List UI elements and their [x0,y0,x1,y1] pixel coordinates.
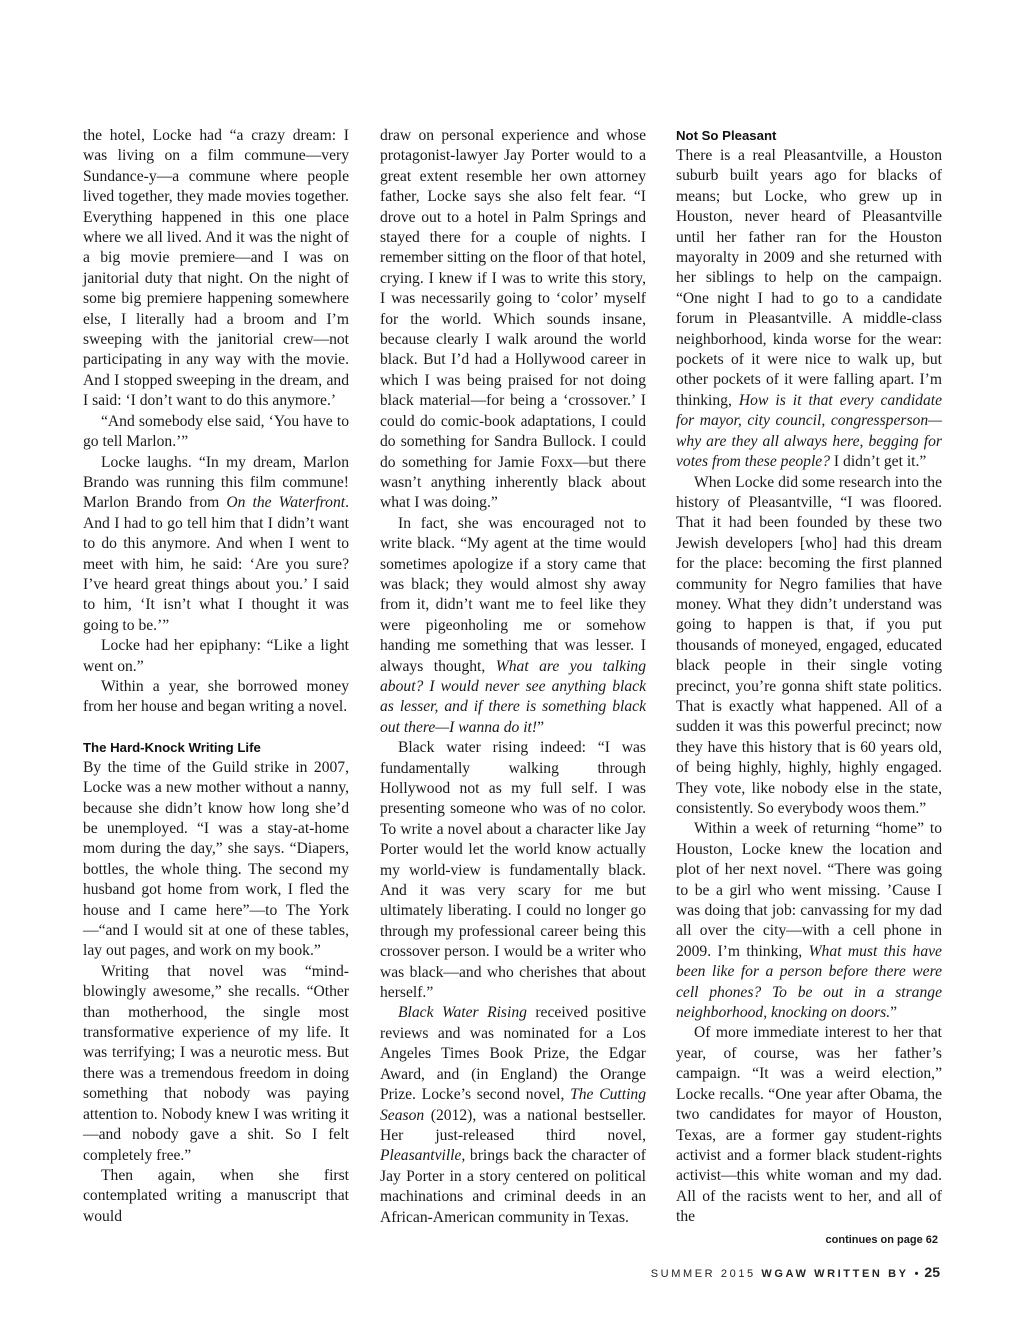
paragraph: Within a year, she borrowed money from her house and began writing a novel. [83,677,349,716]
italic-thought: What must this have been like for a person before there were cell phones? To be out in a strange neighborhood, knocking on doors. [676,942,942,1022]
paragraph: Black water rising indeed: “I was fundamentally walking through Hollywood not as my full self. I was presenting someone who was of no color. To write a novel about a character like Jay Porter would let the world know actually my world-view is fundamentally black. And it was very scary for me but ultimately liberating. I could no longer go through my professional career being this crossover person. I would be a writer who was black—and who cherishes that about herself.” [380,739,646,1002]
continues-on-page-link[interactable]: continues on page 62 [825,1233,938,1246]
page-number: 25 [924,1264,940,1280]
paragraph: Locke laughs. “In my dream, Marlon Brando was running this film commune! Marlon Brando from On the Waterfront. And I had to go tell him that I didn’t want to do this anymore. And when I went to meet with him, he said: ‘Are you sure? I’ve heard great things about you.’ I said to him, ‘It isn’t what I thought it was going to be.’” [83,453,349,634]
paragraph: Locke had her epiphany: “Like a light went on.” [83,637,349,675]
bullet-separator: • [914,1268,919,1280]
paragraph: In fact, she was encouraged not to write black. “My agent at the time would sometimes apologize if a story came that was black; they would almost shy away from it, didn’t want me to feel like they were pigeonholing me or somehow handing me something that was lesser. I always thought, What are you talking about? I would never see anything black as lesser, and if there is something black out there—I wanna do it!” [380,514,646,736]
paragraph: the hotel, Locke had “a crazy dream: I was living on a film commune—very Sundance-y—a commune where people lived together, they made movies together. Everything happened in this one place where we all lived. And it was the night of a big movie premiere—and I was on janitorial duty that night. On the night of some big premiere happening somewhere else, I literally had a broom and I’m sweeping with the janitorial crew—not participating in any way with the movie. And I stopped sweeping in the dream, and I said: ‘I don’t want to do this anymore.’ [83,127,349,410]
book-title: Black Water Rising [398,1004,527,1022]
paragraph: Black Water Rising received positive reviews and was nominated for a Los Angeles Times Book Prize, the Edgar Award, and (in England) the Orange Prize. Locke’s second novel, The Cutting Season (2012), was a national bestseller. Her just-released third novel, Pleasantville, brings back the character of Jay Porter in a story centered on political machinations and criminal deeds in an African-American community in Texas. [380,1004,646,1226]
paragraph: By the time of the Guild strike in 2007, Locke was a new mother without a nanny, because she didn’t know how long she’d be unemployed. “I was a stay-at-home mom during the day,” she says. “Diapers, bottles, the whole thing. The second my husband got home from work, I fled the house and I came here”—to The York—“and I would sit at one of these tables, lay out pages, and work on my book.” [83,758,349,960]
magazine-name: WGAW WRITTEN BY [761,1268,909,1280]
paragraph: There is a real Pleasantville, a Houston suburb built years ago for blacks of means; but Locke, who grew up in Houston, never heard of Pleasantville until her father ran for the Houston mayoralty in 2009 and she returned with her siblings to help on the campaign. “One night I had to go to a candidate forum in Pleasantville. A middle-class neighborhood, kinda worse for the wear: pockets of it were nice to walk up, but other pockets of it were falling apart. I’m thinking, How is it that every candidate for mayor, city council, congressperson—why are they all always here, begging for votes from these people? I didn’t get it.” [676,147,943,471]
section-heading: The Hard-Knock Writing Life [83,739,261,755]
paragraph: draw on personal experience and whose protagonist-lawyer Jay Porter would to a great extent resemble her own attorney father, Locke says she also felt fear. “I drove out to a hotel in Palm Springs and stayed there for a couple of nights. I remember sitting on the floor of that hotel, crying. I knew if I was to write this story, I was necessarily going to ‘color’ myself for the world. Which sounds insane, because clearly I walk around the world black. But I’d had a Hollywood career in which I was being praised for not doing black material—for being a ‘crossover.’ I could do comic-book adaptations, I could do something for Sandra Bullock. I could do something for Jamie Foxx—but there wasn’t anything inherently black about what I was doing.” [380,127,646,512]
italic-thought: How is it that every candidate for mayor, city council, congressperson—why are they all always here, begging for votes from these people? [676,391,943,471]
film-title: On the Waterfront [226,494,346,512]
book-title: Pleasantville, [380,1147,466,1165]
column-right [676,126,942,1249]
italic-thought: What are you talking about? I would never see anything black as lesser, and if there is something black out there—I wanna do it! [380,657,646,736]
column-left [83,126,349,1227]
book-title: The Cutting Season [380,1086,646,1124]
paragraph: Writing that novel was “mind-blowingly awesome,” she recalls. “Other than motherhood, the single most transformative experience of my life. It was terrifying; I was a neurotic mess. But there was a tremendous freedom in doing something that nobody was paying attention to. Nobody knew I was writing it—and nobody gave a shit. So I felt completely free.” [83,962,349,1164]
paragraph: “And somebody else said, ‘You have to go tell Marlon.’” [83,412,349,451]
issue-date: SUMMER 2015 [650,1268,756,1280]
section-heading: Not So Pleasant [676,128,777,143]
column-middle [380,126,646,1228]
page-footer [600,1264,940,1280]
paragraph: Then again, when she first contemplated writing a manuscript that would [83,1166,349,1225]
paragraph: Within a week of returning “home” to Houston, Locke knew the location and plot of her next novel. “There was going to be a girl who went missing. ’Cause I was doing that job: canvassing for my dad all over the city—with a cell phone in 2009. I’m thinking, What must this have been like for a person before there were cell phones? To be out in a strange neighborhood, knocking on doors.” [676,820,942,1022]
paragraph: Of more immediate interest to her that year, of course, was her father’s campaign. “It was a weird election,” Locke recalls. “One year after Obama, the two candidates for mayor of Houston, Texas, are a former gay student-rights activist and a former black student-rights activist—this white woman and my dad. All of the racists went to her, and all of the [676,1024,942,1226]
paragraph: When Locke did some research into the history of Pleasantville, “I was floored. That it had been founded by these two Jewish developers [who] had this dream for the place: becoming the first planned community for Negro families that have money. What they didn’t understand was going to happen is that, if you put thousands of moneyed, engaged, educated black people in their single voting precinct, you’re gonna shift state politics. That is exactly what happened. All of a sudden it was this powerful precinct; now they have this history that is 60 years old, of being highly, highly, highly engaged. They vote, like nobody else in the state, consistently. So everybody woos them.” [676,473,942,817]
